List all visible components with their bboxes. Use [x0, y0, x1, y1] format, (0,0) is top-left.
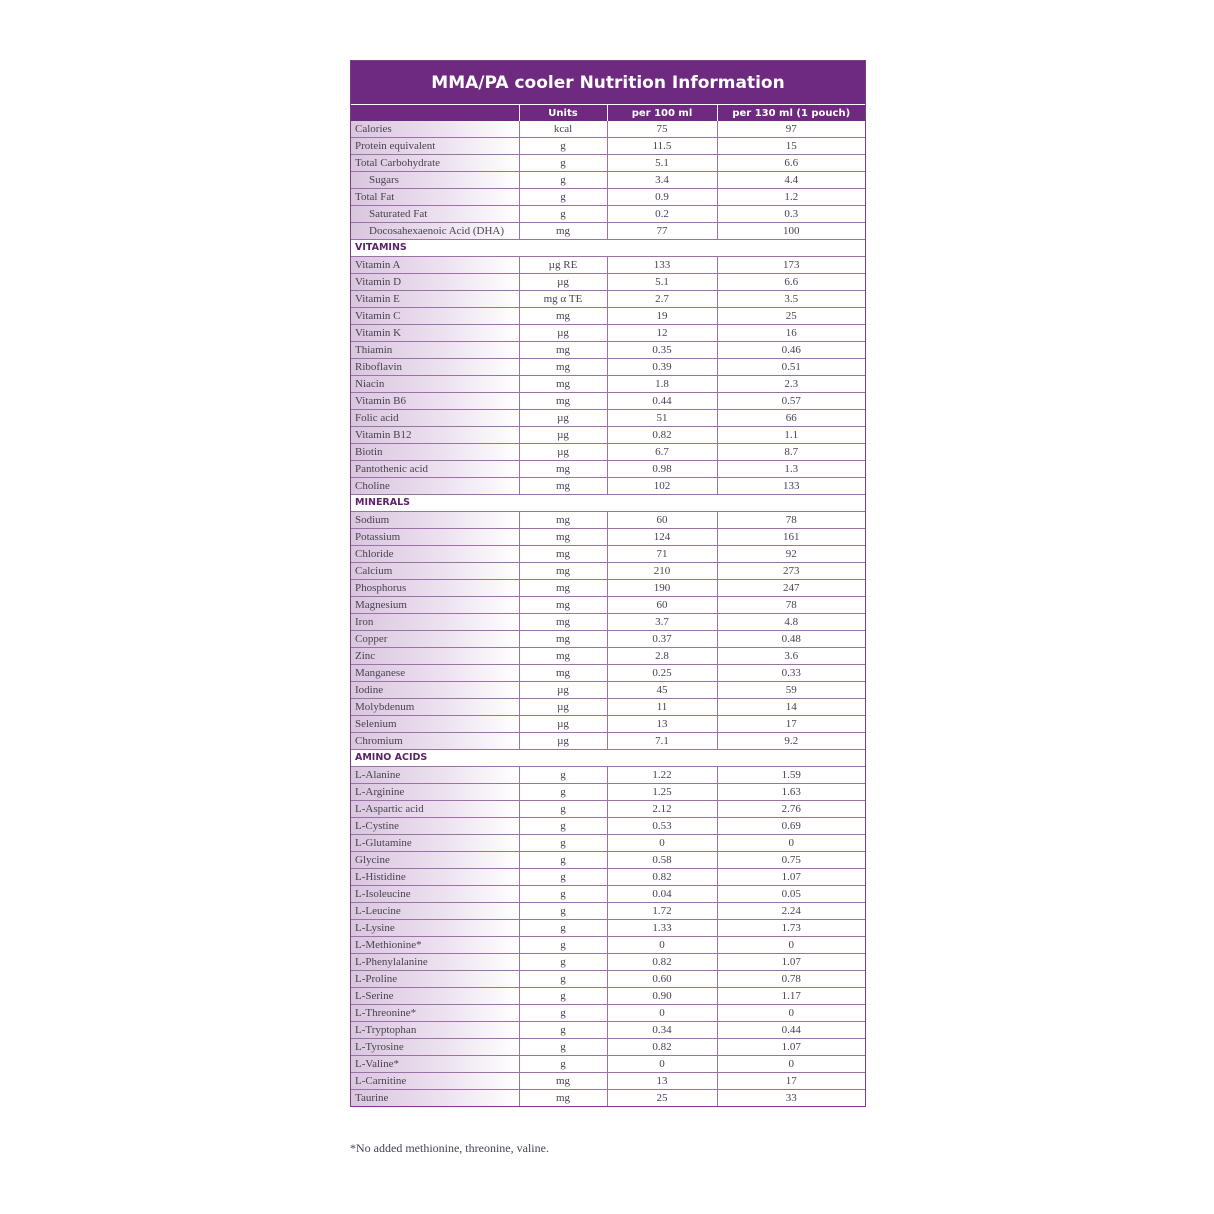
- unit-cell: g: [519, 784, 607, 801]
- nutrient-name: Folic acid: [351, 410, 519, 427]
- nutrient-name: L-Proline: [351, 971, 519, 988]
- table-row: [351, 631, 865, 648]
- per-130ml-cell: 3.6: [717, 648, 865, 665]
- table-row: [351, 597, 865, 614]
- per-100ml-cell: 60: [607, 597, 717, 614]
- nutrient-name: Zinc: [351, 648, 519, 665]
- per-130ml-cell: 1.2: [717, 189, 865, 206]
- table-row: [351, 155, 865, 172]
- table-row: [351, 988, 865, 1005]
- unit-cell: mg: [519, 665, 607, 682]
- nutrient-name: Copper: [351, 631, 519, 648]
- nutrient-name: Glycine: [351, 852, 519, 869]
- per-130ml-cell: 0.69: [717, 818, 865, 835]
- nutrient-name: Thiamin: [351, 342, 519, 359]
- unit-cell: g: [519, 971, 607, 988]
- unit-cell: mg: [519, 648, 607, 665]
- per-130ml-cell: 0.57: [717, 393, 865, 410]
- nutrient-name: L-Lysine: [351, 920, 519, 937]
- table-row: [351, 699, 865, 716]
- nutrient-name: Selenium: [351, 716, 519, 733]
- nutrient-name: L-Aspartic acid: [351, 801, 519, 818]
- nutrient-name: Vitamin B12: [351, 427, 519, 444]
- nutrient-name: L-Methionine*: [351, 937, 519, 954]
- table-row: [351, 291, 865, 308]
- per-130ml-cell: 0.51: [717, 359, 865, 376]
- unit-cell: mg: [519, 1073, 607, 1090]
- header-units: Units: [519, 105, 607, 121]
- per-130ml-cell: 0.46: [717, 342, 865, 359]
- unit-cell: mg: [519, 546, 607, 563]
- per-130ml-cell: 273: [717, 563, 865, 580]
- unit-cell: g: [519, 937, 607, 954]
- per-130ml-cell: 9.2: [717, 733, 865, 750]
- nutrient-name: L-Tryptophan: [351, 1022, 519, 1039]
- per-130ml-cell: 0.75: [717, 852, 865, 869]
- table-row: [351, 410, 865, 427]
- unit-cell: mg: [519, 1090, 607, 1107]
- per-100ml-cell: 0.37: [607, 631, 717, 648]
- per-100ml-cell: 6.7: [607, 444, 717, 461]
- per-130ml-cell: 0.3: [717, 206, 865, 223]
- per-100ml-cell: 1.22: [607, 767, 717, 784]
- nutrient-name: Sugars: [351, 172, 519, 189]
- unit-cell: g: [519, 988, 607, 1005]
- per-130ml-cell: 25: [717, 308, 865, 325]
- table-row: [351, 665, 865, 682]
- per-100ml-cell: 0.44: [607, 393, 717, 410]
- per-100ml-cell: 25: [607, 1090, 717, 1107]
- per-130ml-cell: 92: [717, 546, 865, 563]
- per-100ml-cell: 45: [607, 682, 717, 699]
- unit-cell: g: [519, 1022, 607, 1039]
- unit-cell: µg: [519, 410, 607, 427]
- table-row: [351, 1039, 865, 1056]
- nutrient-name: Niacin: [351, 376, 519, 393]
- table-row: [351, 529, 865, 546]
- unit-cell: kcal: [519, 121, 607, 138]
- unit-cell: g: [519, 1039, 607, 1056]
- per-130ml-cell: 17: [717, 1073, 865, 1090]
- table-row: [351, 1056, 865, 1073]
- per-130ml-cell: 4.8: [717, 614, 865, 631]
- per-100ml-cell: 190: [607, 580, 717, 597]
- unit-cell: g: [519, 886, 607, 903]
- table-row: [351, 1073, 865, 1090]
- nutrient-name: Vitamin K: [351, 325, 519, 342]
- nutrient-name: Taurine: [351, 1090, 519, 1107]
- table-row: [351, 393, 865, 410]
- per-130ml-cell: 1.59: [717, 767, 865, 784]
- per-130ml-cell: 3.5: [717, 291, 865, 308]
- per-100ml-cell: 0.60: [607, 971, 717, 988]
- table-row: [351, 614, 865, 631]
- table-row: [351, 138, 865, 155]
- nutrient-name: L-Serine: [351, 988, 519, 1005]
- section-header: [351, 240, 865, 257]
- per-130ml-cell: 1.07: [717, 869, 865, 886]
- nutrient-name: Calories: [351, 121, 519, 138]
- per-100ml-cell: 11: [607, 699, 717, 716]
- per-130ml-cell: 0: [717, 1005, 865, 1022]
- per-100ml-cell: 0.82: [607, 954, 717, 971]
- unit-cell: g: [519, 767, 607, 784]
- per-100ml-cell: 124: [607, 529, 717, 546]
- nutrient-name: Manganese: [351, 665, 519, 682]
- per-100ml-cell: 2.7: [607, 291, 717, 308]
- per-100ml-cell: 133: [607, 257, 717, 274]
- nutrient-name: Total Fat: [351, 189, 519, 206]
- unit-cell: mg: [519, 308, 607, 325]
- per-130ml-cell: 33: [717, 1090, 865, 1107]
- nutrient-name: Magnesium: [351, 597, 519, 614]
- nutrient-name: L-Tyrosine: [351, 1039, 519, 1056]
- nutrient-name: L-Valine*: [351, 1056, 519, 1073]
- table-row: [351, 852, 865, 869]
- footnote: *No added methionine, threonine, valine.: [350, 1141, 549, 1155]
- table-row: [351, 1005, 865, 1022]
- nutrient-name: Chloride: [351, 546, 519, 563]
- nutrient-name: L-Glutamine: [351, 835, 519, 852]
- per-130ml-cell: 17: [717, 716, 865, 733]
- nutrient-name: L-Threonine*: [351, 1005, 519, 1022]
- nutrient-name: Potassium: [351, 529, 519, 546]
- unit-cell: mg: [519, 512, 607, 529]
- unit-cell: mg: [519, 529, 607, 546]
- table-row: [351, 954, 865, 971]
- per-130ml-cell: 1.17: [717, 988, 865, 1005]
- per-130ml-cell: 1.07: [717, 1039, 865, 1056]
- unit-cell: g: [519, 818, 607, 835]
- table-row: [351, 546, 865, 563]
- nutrition-panel: [350, 60, 866, 1107]
- per-130ml-cell: 0.48: [717, 631, 865, 648]
- nutrient-name: Phosphorus: [351, 580, 519, 597]
- per-100ml-cell: 1.25: [607, 784, 717, 801]
- table-row: [351, 563, 865, 580]
- per-130ml-cell: 1.63: [717, 784, 865, 801]
- per-100ml-cell: 1.33: [607, 920, 717, 937]
- per-130ml-cell: 247: [717, 580, 865, 597]
- section-header: [351, 750, 865, 767]
- unit-cell: µg: [519, 274, 607, 291]
- per-100ml-cell: 0.25: [607, 665, 717, 682]
- unit-cell: µg: [519, 733, 607, 750]
- unit-cell: µg RE: [519, 257, 607, 274]
- header-row: [351, 105, 865, 121]
- per-130ml-cell: 0.44: [717, 1022, 865, 1039]
- unit-cell: g: [519, 155, 607, 172]
- header-per-130ml: per 130 ml (1 pouch): [717, 105, 865, 121]
- per-100ml-cell: 11.5: [607, 138, 717, 155]
- per-130ml-cell: 0: [717, 835, 865, 852]
- per-100ml-cell: 0.82: [607, 1039, 717, 1056]
- per-100ml-cell: 75: [607, 121, 717, 138]
- table-row: [351, 121, 865, 138]
- unit-cell: µg: [519, 699, 607, 716]
- per-100ml-cell: 0.04: [607, 886, 717, 903]
- table-row: [351, 971, 865, 988]
- nutrient-name: Vitamin D: [351, 274, 519, 291]
- per-100ml-cell: 7.1: [607, 733, 717, 750]
- table-row: [351, 223, 865, 240]
- table-row: [351, 478, 865, 495]
- table-row: [351, 444, 865, 461]
- table-row: [351, 886, 865, 903]
- per-130ml-cell: 173: [717, 257, 865, 274]
- unit-cell: g: [519, 138, 607, 155]
- per-130ml-cell: 78: [717, 597, 865, 614]
- table-row: [351, 1022, 865, 1039]
- nutrient-name: Iron: [351, 614, 519, 631]
- header-per-100ml: per 100 ml: [607, 105, 717, 121]
- table-row: [351, 648, 865, 665]
- per-100ml-cell: 0.98: [607, 461, 717, 478]
- unit-cell: g: [519, 903, 607, 920]
- per-100ml-cell: 0.53: [607, 818, 717, 835]
- table-row: [351, 903, 865, 920]
- header-nutrient: [351, 105, 519, 121]
- table-row: [351, 189, 865, 206]
- nutrient-name: Biotin: [351, 444, 519, 461]
- unit-cell: g: [519, 206, 607, 223]
- unit-cell: mg: [519, 580, 607, 597]
- nutrient-name: L-Cystine: [351, 818, 519, 835]
- per-130ml-cell: 161: [717, 529, 865, 546]
- per-100ml-cell: 3.4: [607, 172, 717, 189]
- per-100ml-cell: 51: [607, 410, 717, 427]
- table-row: [351, 257, 865, 274]
- nutrient-name: Calcium: [351, 563, 519, 580]
- per-130ml-cell: 1.73: [717, 920, 865, 937]
- table-row: [351, 733, 865, 750]
- table-row: [351, 427, 865, 444]
- per-100ml-cell: 0: [607, 937, 717, 954]
- unit-cell: g: [519, 920, 607, 937]
- unit-cell: g: [519, 1005, 607, 1022]
- per-100ml-cell: 210: [607, 563, 717, 580]
- per-130ml-cell: 2.76: [717, 801, 865, 818]
- unit-cell: mg: [519, 563, 607, 580]
- nutrient-name: Sodium: [351, 512, 519, 529]
- per-100ml-cell: 0.90: [607, 988, 717, 1005]
- nutrient-name: Vitamin C: [351, 308, 519, 325]
- table-row: [351, 172, 865, 189]
- table-body: [351, 121, 865, 1106]
- per-130ml-cell: 0.78: [717, 971, 865, 988]
- unit-cell: mg: [519, 376, 607, 393]
- per-100ml-cell: 1.8: [607, 376, 717, 393]
- per-100ml-cell: 5.1: [607, 155, 717, 172]
- per-100ml-cell: 0.35: [607, 342, 717, 359]
- unit-cell: g: [519, 869, 607, 886]
- per-100ml-cell: 2.8: [607, 648, 717, 665]
- per-130ml-cell: 16: [717, 325, 865, 342]
- section-label: MINERALS: [351, 495, 865, 512]
- section-label: VITAMINS: [351, 240, 865, 257]
- nutrient-name: Iodine: [351, 682, 519, 699]
- nutrient-name: L-Isoleucine: [351, 886, 519, 903]
- per-130ml-cell: 0: [717, 1056, 865, 1073]
- per-130ml-cell: 1.1: [717, 427, 865, 444]
- per-130ml-cell: 6.6: [717, 274, 865, 291]
- nutrient-name: Choline: [351, 478, 519, 495]
- per-100ml-cell: 1.72: [607, 903, 717, 920]
- nutrient-name: Molybdenum: [351, 699, 519, 716]
- table-row: [351, 512, 865, 529]
- per-130ml-cell: 8.7: [717, 444, 865, 461]
- unit-cell: g: [519, 835, 607, 852]
- per-130ml-cell: 100: [717, 223, 865, 240]
- nutrient-name: Chromium: [351, 733, 519, 750]
- nutrient-name: Total Carbohydrate: [351, 155, 519, 172]
- nutrient-name: Docosahexaenoic Acid (DHA): [351, 223, 519, 240]
- table-row: [351, 325, 865, 342]
- per-130ml-cell: 4.4: [717, 172, 865, 189]
- per-100ml-cell: 13: [607, 716, 717, 733]
- table-row: [351, 869, 865, 886]
- nutrient-name: Saturated Fat: [351, 206, 519, 223]
- unit-cell: g: [519, 954, 607, 971]
- per-130ml-cell: 78: [717, 512, 865, 529]
- table-row: [351, 461, 865, 478]
- table-row: [351, 206, 865, 223]
- table-row: [351, 1090, 865, 1107]
- per-100ml-cell: 0.39: [607, 359, 717, 376]
- unit-cell: g: [519, 172, 607, 189]
- nutrient-name: Protein equivalent: [351, 138, 519, 155]
- table-row: [351, 376, 865, 393]
- per-130ml-cell: 0.33: [717, 665, 865, 682]
- per-130ml-cell: 2.3: [717, 376, 865, 393]
- per-130ml-cell: 14: [717, 699, 865, 716]
- table-row: [351, 920, 865, 937]
- per-100ml-cell: 0: [607, 835, 717, 852]
- per-100ml-cell: 12: [607, 325, 717, 342]
- per-100ml-cell: 0.58: [607, 852, 717, 869]
- nutrient-name: Pantothenic acid: [351, 461, 519, 478]
- nutrient-name: Riboflavin: [351, 359, 519, 376]
- per-130ml-cell: 66: [717, 410, 865, 427]
- unit-cell: µg: [519, 682, 607, 699]
- per-130ml-cell: 1.3: [717, 461, 865, 478]
- unit-cell: mg: [519, 631, 607, 648]
- unit-cell: mg: [519, 342, 607, 359]
- per-130ml-cell: 59: [717, 682, 865, 699]
- unit-cell: g: [519, 852, 607, 869]
- table-row: [351, 801, 865, 818]
- table-row: [351, 937, 865, 954]
- per-130ml-cell: 0: [717, 937, 865, 954]
- nutrition-table: [351, 105, 865, 1106]
- unit-cell: g: [519, 189, 607, 206]
- unit-cell: µg: [519, 716, 607, 733]
- table-row: [351, 580, 865, 597]
- nutrient-name: L-Carnitine: [351, 1073, 519, 1090]
- unit-cell: mg: [519, 597, 607, 614]
- table-row: [351, 818, 865, 835]
- per-100ml-cell: 0: [607, 1056, 717, 1073]
- table-row: [351, 716, 865, 733]
- nutrient-name: Vitamin A: [351, 257, 519, 274]
- per-100ml-cell: 0.82: [607, 869, 717, 886]
- nutrient-name: L-Leucine: [351, 903, 519, 920]
- section-label: AMINO ACIDS: [351, 750, 865, 767]
- per-130ml-cell: 97: [717, 121, 865, 138]
- unit-cell: µg: [519, 444, 607, 461]
- per-100ml-cell: 2.12: [607, 801, 717, 818]
- unit-cell: g: [519, 1056, 607, 1073]
- per-100ml-cell: 60: [607, 512, 717, 529]
- table-row: [351, 342, 865, 359]
- per-100ml-cell: 0.82: [607, 427, 717, 444]
- nutrient-name: L-Phenylalanine: [351, 954, 519, 971]
- unit-cell: µg: [519, 325, 607, 342]
- unit-cell: mg: [519, 359, 607, 376]
- table-title: MMA/PA cooler Nutrition Information: [351, 61, 865, 105]
- nutrient-name: L-Histidine: [351, 869, 519, 886]
- nutrient-name: Vitamin B6: [351, 393, 519, 410]
- per-100ml-cell: 0.2: [607, 206, 717, 223]
- table-row: [351, 767, 865, 784]
- unit-cell: mg: [519, 393, 607, 410]
- per-130ml-cell: 6.6: [717, 155, 865, 172]
- table-row: [351, 784, 865, 801]
- unit-cell: mg α TE: [519, 291, 607, 308]
- per-100ml-cell: 19: [607, 308, 717, 325]
- section-header: [351, 495, 865, 512]
- nutrient-name: Vitamin E: [351, 291, 519, 308]
- nutrient-name: L-Alanine: [351, 767, 519, 784]
- per-100ml-cell: 71: [607, 546, 717, 563]
- unit-cell: g: [519, 801, 607, 818]
- table-row: [351, 835, 865, 852]
- per-130ml-cell: 2.24: [717, 903, 865, 920]
- per-100ml-cell: 3.7: [607, 614, 717, 631]
- per-130ml-cell: 1.07: [717, 954, 865, 971]
- per-100ml-cell: 5.1: [607, 274, 717, 291]
- table-row: [351, 308, 865, 325]
- per-130ml-cell: 0.05: [717, 886, 865, 903]
- table-row: [351, 359, 865, 376]
- per-100ml-cell: 13: [607, 1073, 717, 1090]
- unit-cell: mg: [519, 461, 607, 478]
- per-100ml-cell: 102: [607, 478, 717, 495]
- per-130ml-cell: 133: [717, 478, 865, 495]
- unit-cell: mg: [519, 223, 607, 240]
- nutrient-name: L-Arginine: [351, 784, 519, 801]
- table-row: [351, 274, 865, 291]
- per-100ml-cell: 0.9: [607, 189, 717, 206]
- per-100ml-cell: 77: [607, 223, 717, 240]
- per-130ml-cell: 15: [717, 138, 865, 155]
- unit-cell: µg: [519, 427, 607, 444]
- table-row: [351, 682, 865, 699]
- per-100ml-cell: 0.34: [607, 1022, 717, 1039]
- unit-cell: mg: [519, 614, 607, 631]
- unit-cell: mg: [519, 478, 607, 495]
- per-100ml-cell: 0: [607, 1005, 717, 1022]
